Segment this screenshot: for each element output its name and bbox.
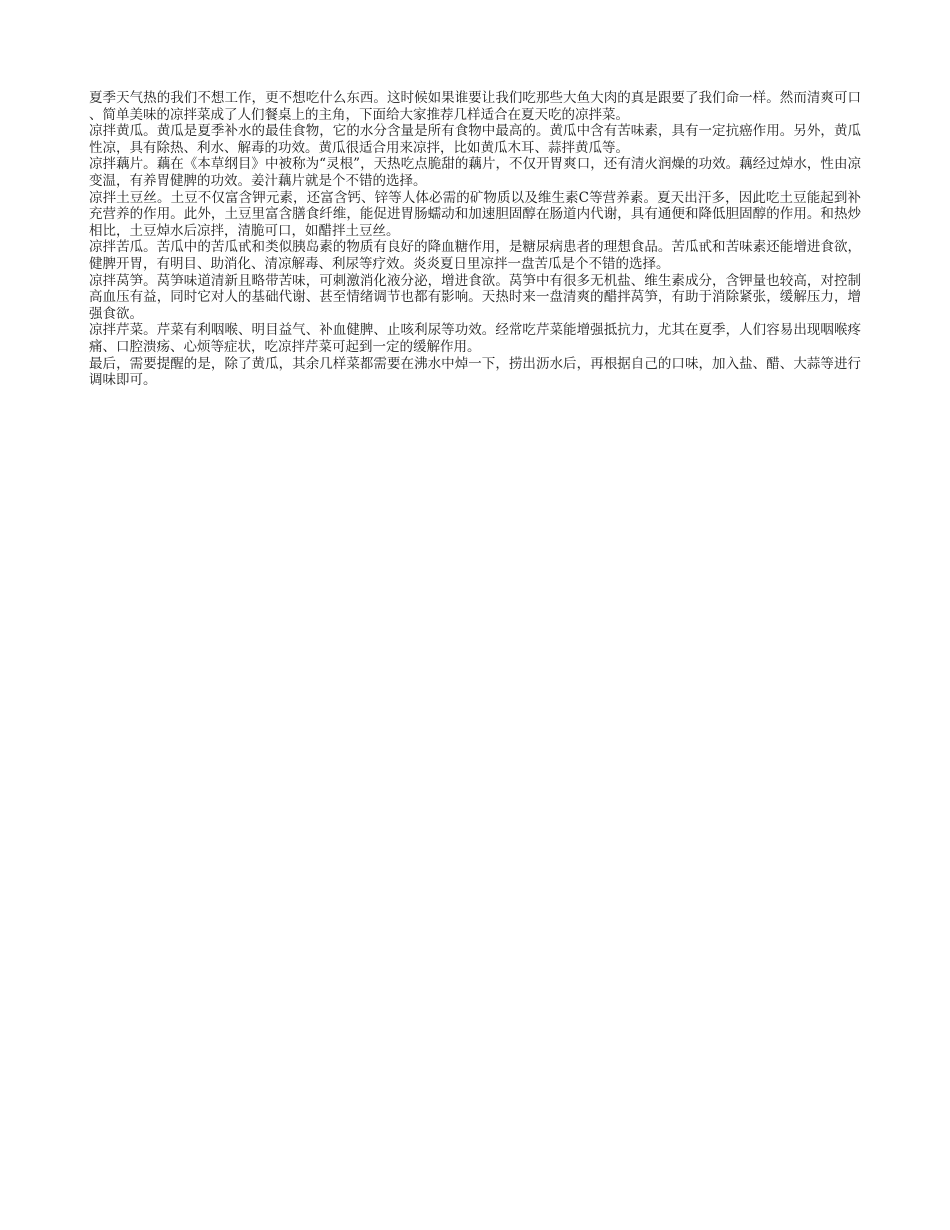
potato-paragraph: 凉拌土豆丝。土豆不仅富含钾元素，还富含钙、锌等人体必需的矿物质以及维生素C等营养素。夏天出汗多，因此吃土豆能起到补充营养的作用。此外，土豆里富含膳食纤维，能促进胃肠蠕动和加速胆固醇在肠道内代谢，具有通便和降低胆固醇的作用。和热炒相比，土豆焯水后凉拌，清脆可口，如醋拌土豆丝。 (89, 189, 861, 239)
closing-paragraph: 最后，需要提醒的是，除了黄瓜，其余几样菜都需要在沸水中焯一下，捞出沥水后，再根据自己的口味，加入盐、醋、大蒜等进行调味即可。 (89, 355, 861, 389)
intro-paragraph: 夏季天气热的我们不想工作，更不想吃什么东西。这时候如果谁要让我们吃那些大鱼大肉的真是跟要了我们命一样。然而清爽可口、简单美味的凉拌菜成了人们餐桌上的主角，下面给大家推荐几样适合在夏天吃的凉拌菜。 (89, 90, 861, 123)
lotus-root-paragraph: 凉拌藕片。藕在《本草纲目》中被称为“灵根”，天热吃点脆甜的藕片，不仅开胃爽口，还有清火润燥的功效。藕经过焯水，性由凉变温，有养胃健脾的功效。姜汁藕片就是个不错的选择。 (89, 156, 861, 189)
cucumber-paragraph: 凉拌黄瓜。黄瓜是夏季补水的最佳食物，它的水分含量是所有食物中最高的。黄瓜中含有苦味素，具有一定抗癌作用。另外，黄瓜性凉，具有除热、利水、解毒的功效。黄瓜很适合用来凉拌，比如黄瓜木耳、蒜拌黄瓜等。 (89, 123, 861, 156)
bitter-melon-paragraph: 凉拌苦瓜。苦瓜中的苦瓜甙和类似胰岛素的物质有良好的降血糖作用，是糖尿病患者的理想食品。苦瓜甙和苦味素还能增进食欲，健脾开胃，有明目、助消化、清凉解毒、利尿等疗效。炎炎夏日里凉拌一盘苦瓜是个不错的选择。 (89, 239, 861, 272)
article-body (89, 90, 861, 389)
celery-paragraph: 凉拌芹菜。芹菜有利咽喉、明目益气、补血健脾、止咳利尿等功效。经常吃芹菜能增强抵抗力，尤其在夏季，人们容易出现咽喉疼痛、口腔溃疡、心烦等症状，吃凉拌芹菜可起到一定的缓解作用。 (89, 322, 861, 355)
lettuce-stem-paragraph: 凉拌莴笋。莴笋味道清新且略带苦味，可刺激消化液分泌，增进食欲。莴笋中有很多无机盐、维生素成分，含钾量也较高，对控制高血压有益，同时它对人的基础代谢、甚至情绪调节也都有影响。天热时来一盘清爽的醋拌莴笋，有助于消除紧张，缓解压力，增强食欲。 (89, 272, 861, 322)
